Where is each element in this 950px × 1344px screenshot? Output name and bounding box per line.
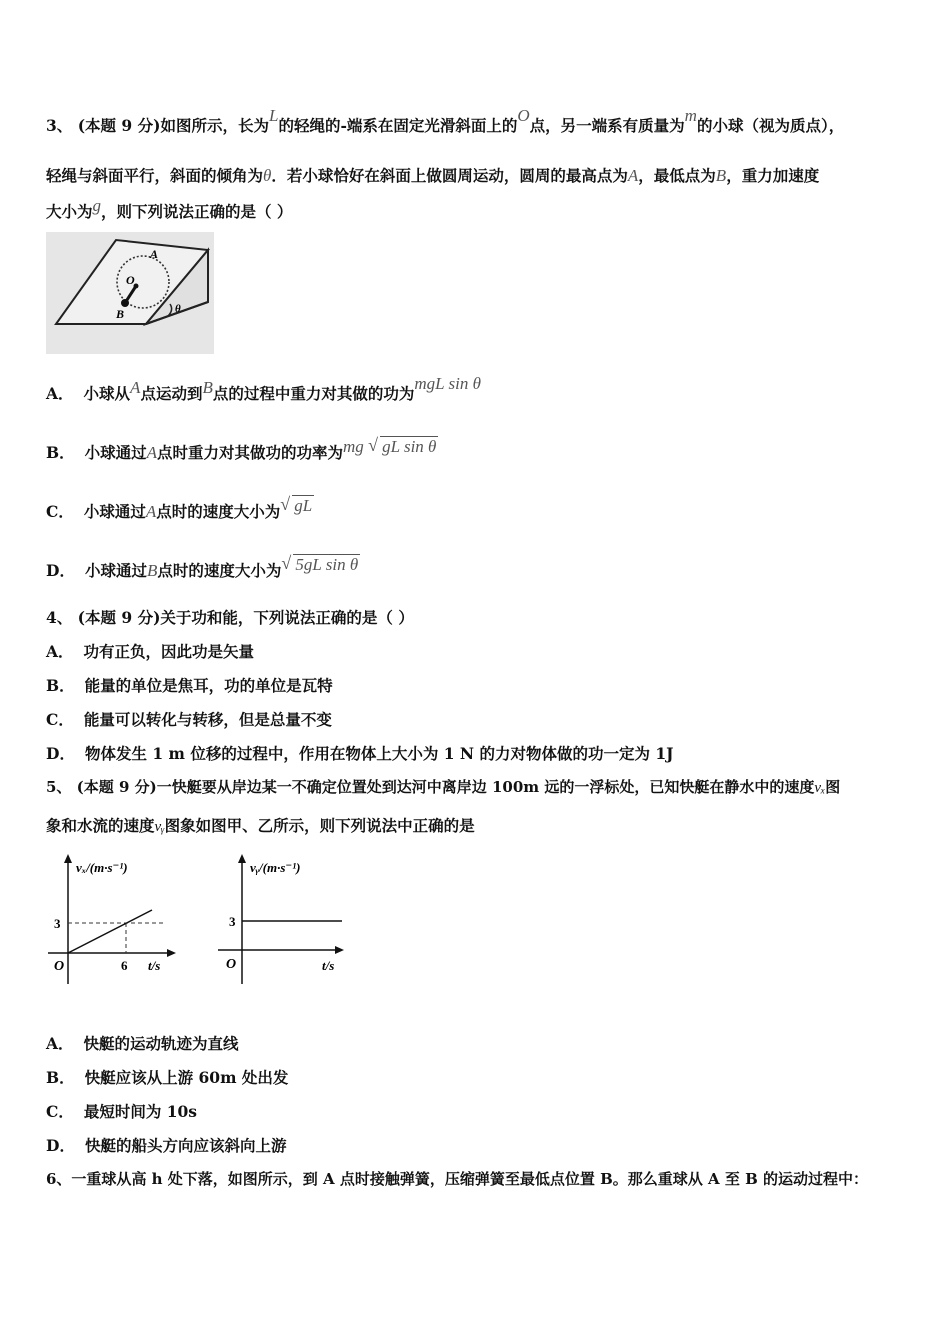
- option-key: A．: [46, 1034, 74, 1053]
- option-key: D．: [46, 1136, 75, 1155]
- graph-vx-xlabel: t/s: [148, 958, 161, 973]
- vx-line: [68, 910, 152, 953]
- graph-vx-xtick: 6: [121, 958, 128, 973]
- option-text: 点运动到: [140, 384, 203, 403]
- q3-line-3: [46, 196, 293, 222]
- q3-option-d: [46, 555, 360, 581]
- graph-vx-origin: O: [54, 959, 65, 974]
- symbol-L: L: [268, 106, 279, 125]
- graph-vx: [40, 850, 180, 990]
- q4-option-c: [46, 708, 332, 730]
- option-key: B．: [46, 443, 75, 462]
- q3-text: ，最低点为: [638, 166, 716, 185]
- q3-text: ，重力加速度: [726, 166, 820, 185]
- option-key: C．: [46, 1102, 74, 1121]
- sqrt: [281, 555, 360, 575]
- symbol-theta: θ: [263, 166, 272, 185]
- q3-option-a: [46, 374, 481, 404]
- graph-vy-ylabel: vᵧ/(m·s⁻¹): [250, 860, 301, 875]
- y-axis-arrow: [238, 854, 246, 863]
- expression-power: [343, 437, 438, 456]
- symbol-A: A: [145, 502, 157, 521]
- q6-stem: 6、一重球从高 h 处下落，如图所示，到 A 点时接触弹簧，压缩弹簧至最低点位置 B。那么重球从 A 至 B 的运动过程中：: [46, 1170, 868, 1188]
- option-text: 小球从: [83, 384, 131, 403]
- y-axis-arrow: [64, 854, 72, 863]
- option-text: 能量可以转化与转移，但是总量不变: [83, 710, 332, 729]
- q5-text: 图: [825, 778, 841, 796]
- expression-speed: [281, 555, 360, 574]
- q5-line-1: [46, 776, 840, 797]
- option-text: 功有正负，因此功是矢量: [83, 642, 255, 661]
- option-text: 快艇的运动轨迹为直线: [83, 1034, 239, 1053]
- symbol-vx: vₓ: [814, 780, 826, 796]
- q3-text: 轻绳与斜面平行，斜面的倾角为: [46, 166, 264, 185]
- graph-vy-xlabel: t/s: [322, 958, 335, 973]
- option-text: 点时重力对其做功的功率为: [157, 443, 344, 462]
- q4-option-b: [46, 674, 333, 696]
- symbol-g: g: [92, 196, 102, 215]
- x-axis-arrow: [335, 946, 344, 954]
- q3-text: 的轻绳的-端系在固定光滑斜面上的: [278, 116, 518, 135]
- option-text: 点的过程中重力对其做的功为: [212, 384, 415, 403]
- graph-vy-origin: O: [226, 957, 237, 972]
- symbol-A: A: [130, 378, 141, 397]
- q3-line-1: [46, 106, 845, 136]
- option-key: B．: [46, 1068, 75, 1087]
- option-key: C．: [46, 710, 74, 729]
- option-key: D．: [46, 561, 75, 580]
- option-text: 物体发生 1 m 位移的过程中，作用在物体上大小为 1 N 的力对物体做的功一定为 1J: [84, 744, 674, 763]
- incline-figure: [46, 232, 214, 354]
- sqrt: [280, 496, 314, 516]
- symbol-vy: vᵧ: [154, 819, 165, 835]
- q5-text: 象和水流的速度: [46, 816, 155, 835]
- q4-stem: 4、 (本题 9 分)关于功和能，下列说法正确的是（ ）: [46, 608, 414, 627]
- radicand: gL: [294, 496, 313, 515]
- option-key: C．: [46, 502, 74, 521]
- expression-speed: [280, 496, 314, 515]
- q5-option-c: [46, 1100, 197, 1122]
- q3-score: (本题 9 分): [77, 116, 161, 135]
- option-text: 最短时间为 10s: [83, 1102, 198, 1121]
- symbol-B: B: [715, 166, 727, 185]
- q5-text: 5、 (本题 9 分)一快艇要从岸边某一不确定位置处到达河中离岸边 100m 远的一浮标处，已知快艇在静水中的速度: [46, 778, 815, 796]
- sqrt: [368, 437, 438, 457]
- graph-vx-ytick: 3: [54, 916, 61, 931]
- symbol-A: A: [146, 443, 158, 462]
- q3-text: 大小为: [46, 202, 93, 221]
- q3-text: 如图所示，长为: [160, 116, 269, 135]
- q3-text: 的小球（视为质点），: [696, 116, 845, 135]
- option-text: 小球通过: [83, 502, 146, 521]
- option-key: D．: [46, 744, 75, 763]
- option-key: B．: [46, 676, 75, 695]
- option-key: A．: [46, 384, 74, 403]
- ball: [121, 299, 129, 307]
- label-B: B: [116, 307, 125, 321]
- option-text: 点时的速度大小为: [157, 561, 282, 580]
- option-key: A．: [46, 642, 74, 661]
- q5-option-a: [46, 1032, 239, 1054]
- option-text: 小球通过: [84, 443, 147, 462]
- q5-text: 图象如图甲、乙所示，则下列说法中正确的是: [164, 816, 475, 835]
- symbol-m: m: [684, 106, 697, 125]
- label-O: O: [126, 273, 135, 287]
- graph-vx-ylabel: vₓ/(m·s⁻¹): [76, 860, 128, 875]
- graph-vy: [212, 850, 352, 990]
- q4-option-d: [46, 742, 674, 764]
- option-text: 能量的单位是焦耳，功的单位是瓦特: [84, 676, 333, 695]
- q3-text: ，则下列说法正确的是（ ）: [101, 202, 293, 221]
- q5-option-b: [46, 1066, 288, 1088]
- expression-work: mgL sin θ: [414, 374, 481, 393]
- q5-line-2: [46, 814, 475, 836]
- q4-option-a: [46, 640, 254, 662]
- symbol-B: B: [146, 561, 158, 580]
- q3-option-b: [46, 437, 438, 463]
- radicand: 5gL sin θ: [295, 555, 359, 574]
- symbol-A: A: [627, 166, 639, 185]
- option-text: 快艇的船头方向应该斜向上游: [84, 1136, 287, 1155]
- q5-option-d: [46, 1134, 286, 1156]
- label-A: A: [150, 247, 159, 261]
- x-axis-arrow: [167, 949, 176, 957]
- option-text: 点时的速度大小为: [156, 502, 281, 521]
- q3-option-c: [46, 496, 314, 522]
- q3-line-2: [46, 164, 819, 186]
- option-text: 小球通过: [84, 561, 147, 580]
- symbol-B: B: [202, 378, 213, 397]
- q3-text: 点，另一端系有质量为: [529, 116, 685, 135]
- symbol-O: O: [517, 106, 530, 125]
- graph-vy-ytick: 3: [229, 914, 236, 929]
- expression-prefix: mg: [343, 437, 364, 456]
- option-text: 快艇应该从上游 60m 处出发: [84, 1068, 289, 1087]
- radicand: gL sin θ: [382, 437, 437, 456]
- label-theta: θ: [175, 303, 181, 315]
- q3-text: ．若小球恰好在斜面上做圆周运动，圆周的最高点为: [271, 166, 628, 185]
- q3-number: 3、: [46, 116, 73, 135]
